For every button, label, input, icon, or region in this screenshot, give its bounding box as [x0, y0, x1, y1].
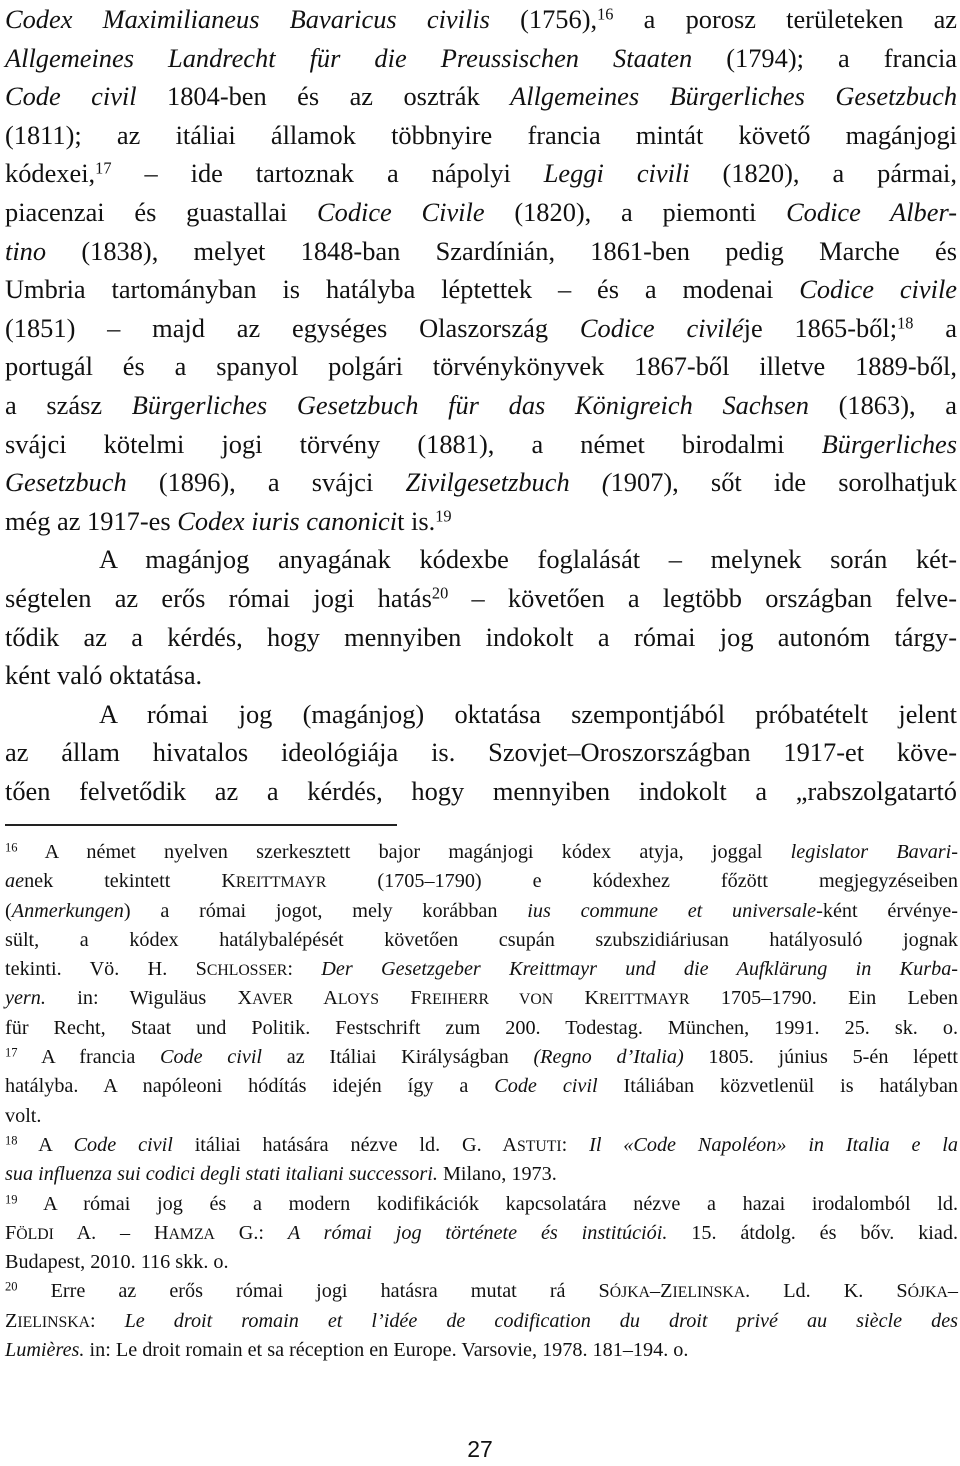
- footnote-line: $^{16}$ A német nyelven szerkesztett bajor magánjogi kódex atyja, joggal legislator Bavari-: [5, 840, 958, 863]
- page-number: 27: [467, 1436, 493, 1462]
- body-line: A római jog (magánjog) oktatása szempontjából próbatételt jelent: [99, 698, 957, 729]
- footnote-separator: [5, 824, 397, 826]
- body-line: tően felvetődik az a kérdés, hogy mennyiben indokolt a „rabszolgatartó: [5, 775, 957, 806]
- body-line: ségtelen az erős római jogi hatás$^{20}$ – követően a legtöbb országban felve-: [5, 582, 957, 613]
- footnote-line: sua influenza sui codici degli stati italiani successori. Milano, 1973.: [5, 1163, 557, 1186]
- footnote-line: $^{18}$ A Code civil itáliai hatására nézve ld. G. ASTUTI: Il «Code Napoléon» in Italia e la: [5, 1133, 959, 1156]
- footnote-line: (Anmerkungen) a római jogot, mely korábban ius commune et universale-ként érvénye-: [5, 899, 958, 922]
- footnote-line: hatályba. A napóleoni hódítás idején így a Code civil Itáliában közvetlenül is hatályban: [5, 1075, 959, 1098]
- body-line: (1851) – majd az egységes Olaszország Codice civiléje 1865-ből;$^{18}$ a: [5, 312, 957, 343]
- body-line: (1811); az itáliai államok többnyire francia mintát követő magánjogi: [5, 119, 957, 150]
- footnote-line: für Recht, Staat und Politik. Festschrift zum 200. Todestag. München, 1991. 25. sk. o.: [5, 1016, 958, 1039]
- footnote-line: $^{19}$ A római jog és a modern kodifikációk kapcsolatára nézve a hazai irodalomból ld.: [5, 1192, 958, 1215]
- body-line: piacenzai és guastallai Codice Civile (1820), a piemonti Codice Alber-: [5, 196, 958, 227]
- body-line: Code civil 1804-ben és az osztrák Allgemeines Bürgerliches Gesetzbuch: [5, 81, 958, 112]
- footnote-line: ZIELINSKA: Le droit romain et l’idée de codification du droit privé au siècle des: [5, 1309, 959, 1332]
- footnote-line: FÖLDI A. – HAMZA G.: A római jog története és institúciói. 15. átdolg. és bőv. kiad.: [5, 1221, 958, 1244]
- body-line: kódexei,$^{17}$ – ide tartoznak a nápolyi Leggi civili (1820), a pármai,: [5, 158, 957, 189]
- body-line: a szász Bürgerliches Gesetzbuch für das Königreich Sachsen (1863), a: [5, 389, 957, 420]
- main-text: [5, 0, 957, 810]
- body-line: tino (1838), melyet 1848-ban Szardínián, 1861-ben pedig Marche és: [5, 235, 957, 266]
- body-line: Umbria tartományban is hatályba léptettek – és a modenai Codice civile: [5, 274, 957, 305]
- body-line: svájci kötelmi jogi törvény (1881), a német birodalmi Bürgerliches: [5, 428, 957, 459]
- footnote-line: yern. in: Wiguläus XAVER ALOYS FREIHERR VON KREITTMAYR 1705–1790. Ein Leben: [5, 987, 958, 1010]
- footnote-line: sült, a kódex hatálybalépését követően csupán szubszidiáriusan hatályosuló jognak: [5, 928, 958, 951]
- body-line: Codex Maximilianeus Bavaricus civilis (1756),$^{16}$ a porosz területeken az: [5, 4, 957, 34]
- footnote-line: aenek tekintett KREITTMAYR (1705–1790) e kódexhez főzött megjegyzéseiben: [5, 870, 958, 893]
- body-line: az állam hivatalos ideológiája is. Szovjet–Oroszországban 1917-et köve-: [5, 737, 957, 768]
- body-line: A magánjog anyagának kódexbe foglalását – melynek során két-: [99, 544, 957, 575]
- footnotes: [5, 838, 958, 1365]
- body-line: még az 1917-es Codex iuris canonicit is.$^{19}$: [5, 505, 452, 536]
- footnote-line: Lumières. in: Le droit romain et sa réception en Europe. Varsovie, 1978. 181–194. o.: [5, 1339, 689, 1362]
- body-line: Gesetzbuch (1896), a svájci Zivilgesetzbuch (1907), sőt ide sorolhatjuk: [5, 467, 957, 498]
- footnote-line: $^{17}$ A francia Code civil az Itáliai Királyságban (Regno d’Italia) 1805. június 5-én lépett: [5, 1045, 958, 1069]
- body-line: ként való oktatása.: [5, 660, 203, 691]
- body-line: tődik az a kérdés, hogy mennyiben indokolt a római jog autonóm tárgy-: [5, 621, 957, 652]
- body-line: Allgemeines Landrecht für die Preussischen Staaten (1794); a francia: [5, 42, 957, 73]
- body-line: portugál és a spanyol polgári törvénykönyvek 1867-ből illetve 1889-ből,: [5, 351, 957, 382]
- footnote-line: tekinti. Vö. H. SCHLOSSER: Der Gesetzgeber Kreittmayr und die Aufklärung in Kurba-: [5, 958, 959, 981]
- footnote-line: Budapest, 2010. 116 skk. o.: [5, 1251, 229, 1274]
- footnote-line: $^{20}$ Erre az erős római jogi hatásra mutat rá SÓJKA–ZIELINSKA. Ld. K. SÓJKA–: [5, 1279, 958, 1303]
- footnote-line: volt.: [5, 1104, 42, 1127]
